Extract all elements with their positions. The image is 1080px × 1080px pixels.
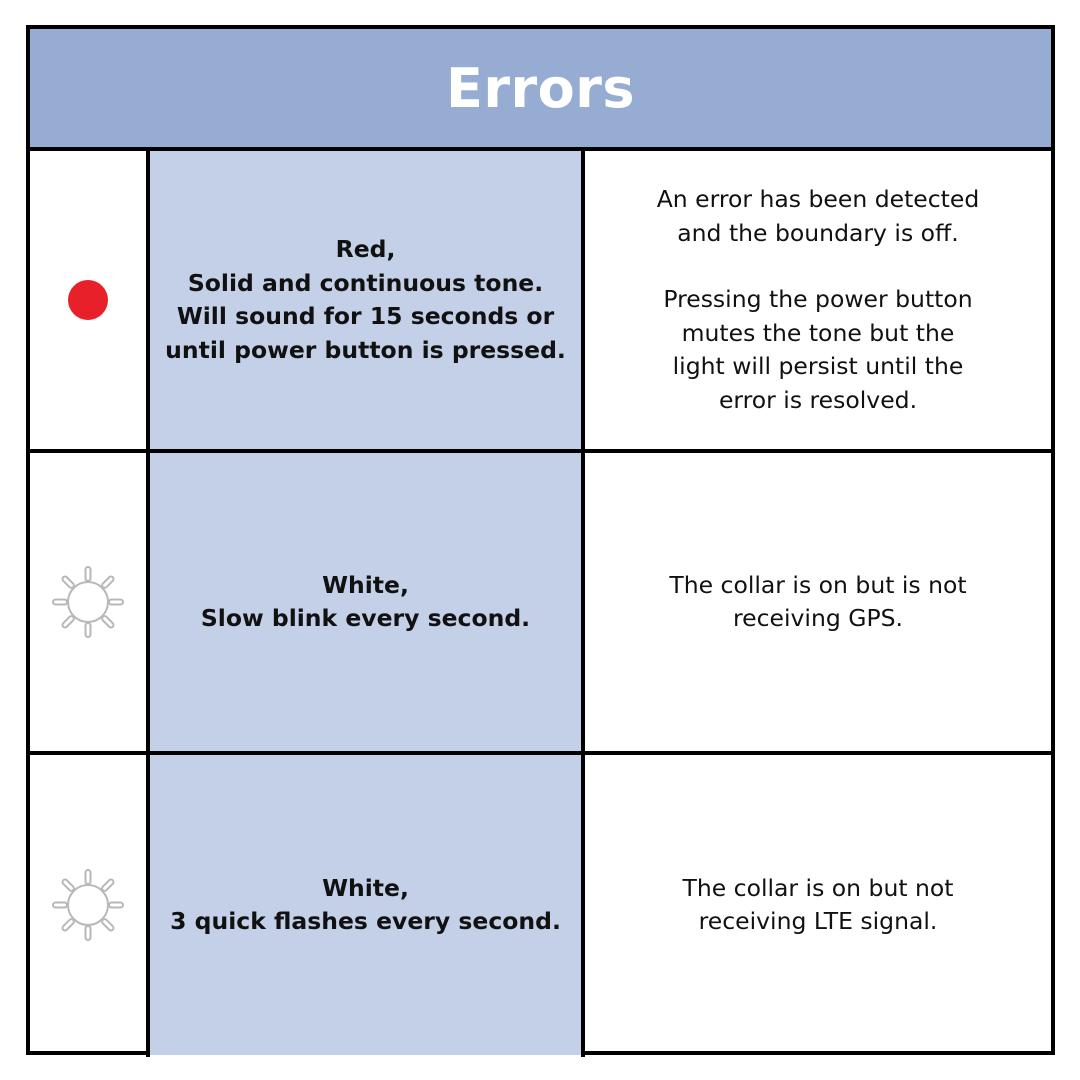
meaning-paragraph <box>657 183 980 250</box>
pattern-text <box>162 872 569 939</box>
table-row <box>30 453 1051 755</box>
meaning-line: Pressing the power button <box>663 285 973 313</box>
icon-cell <box>30 453 146 751</box>
pattern-text <box>193 569 538 636</box>
white-light-icon <box>43 557 133 647</box>
pattern-line: Will sound for 15 seconds or <box>176 302 555 330</box>
meaning-line: An error has been detected <box>656 185 980 213</box>
pattern-cell <box>150 151 581 449</box>
pattern-line: White, <box>322 873 409 902</box>
meaning-paragraph <box>669 569 966 636</box>
table-header <box>30 29 1051 151</box>
meaning-line: mutes the tone but the <box>681 318 955 347</box>
meaning-line: The collar is on but not <box>682 873 954 902</box>
meaning-line: The collar is on but is not <box>669 570 967 599</box>
meaning-text <box>668 872 967 939</box>
page-title: Errors <box>445 56 636 120</box>
pattern-line: Slow blink every second. <box>200 604 531 632</box>
pattern-cell <box>150 453 581 751</box>
pattern-line: Solid and continuous tone. <box>187 268 544 297</box>
table-row <box>30 755 1051 1057</box>
meaning-line: light will persist until the <box>672 352 964 380</box>
pattern-line: until power button is pressed. <box>165 335 566 364</box>
meaning-line: receiving LTE signal. <box>698 907 938 935</box>
pattern-line: 3 quick flashes every second. <box>170 907 561 935</box>
meaning-paragraph <box>682 872 953 939</box>
pattern-cell <box>150 755 581 1055</box>
pattern-line: Red, <box>335 235 396 263</box>
icon-cell <box>30 151 146 449</box>
table-row <box>30 151 1051 453</box>
meaning-cell <box>585 151 1051 449</box>
meaning-text <box>655 569 980 636</box>
red-light-icon <box>68 280 108 320</box>
meaning-text <box>643 183 994 417</box>
meaning-paragraph <box>657 283 980 417</box>
meaning-line: and the boundary is off. <box>677 218 959 247</box>
meaning-cell <box>585 755 1051 1055</box>
meaning-cell <box>585 453 1051 751</box>
icon-cell <box>30 755 146 1055</box>
meaning-line: receiving GPS. <box>733 604 903 632</box>
errors-table <box>26 25 1055 1055</box>
meaning-line: error is resolved. <box>718 385 918 414</box>
white-light-icon <box>43 860 133 950</box>
pattern-text <box>157 233 574 367</box>
pattern-line: White, <box>322 570 409 599</box>
